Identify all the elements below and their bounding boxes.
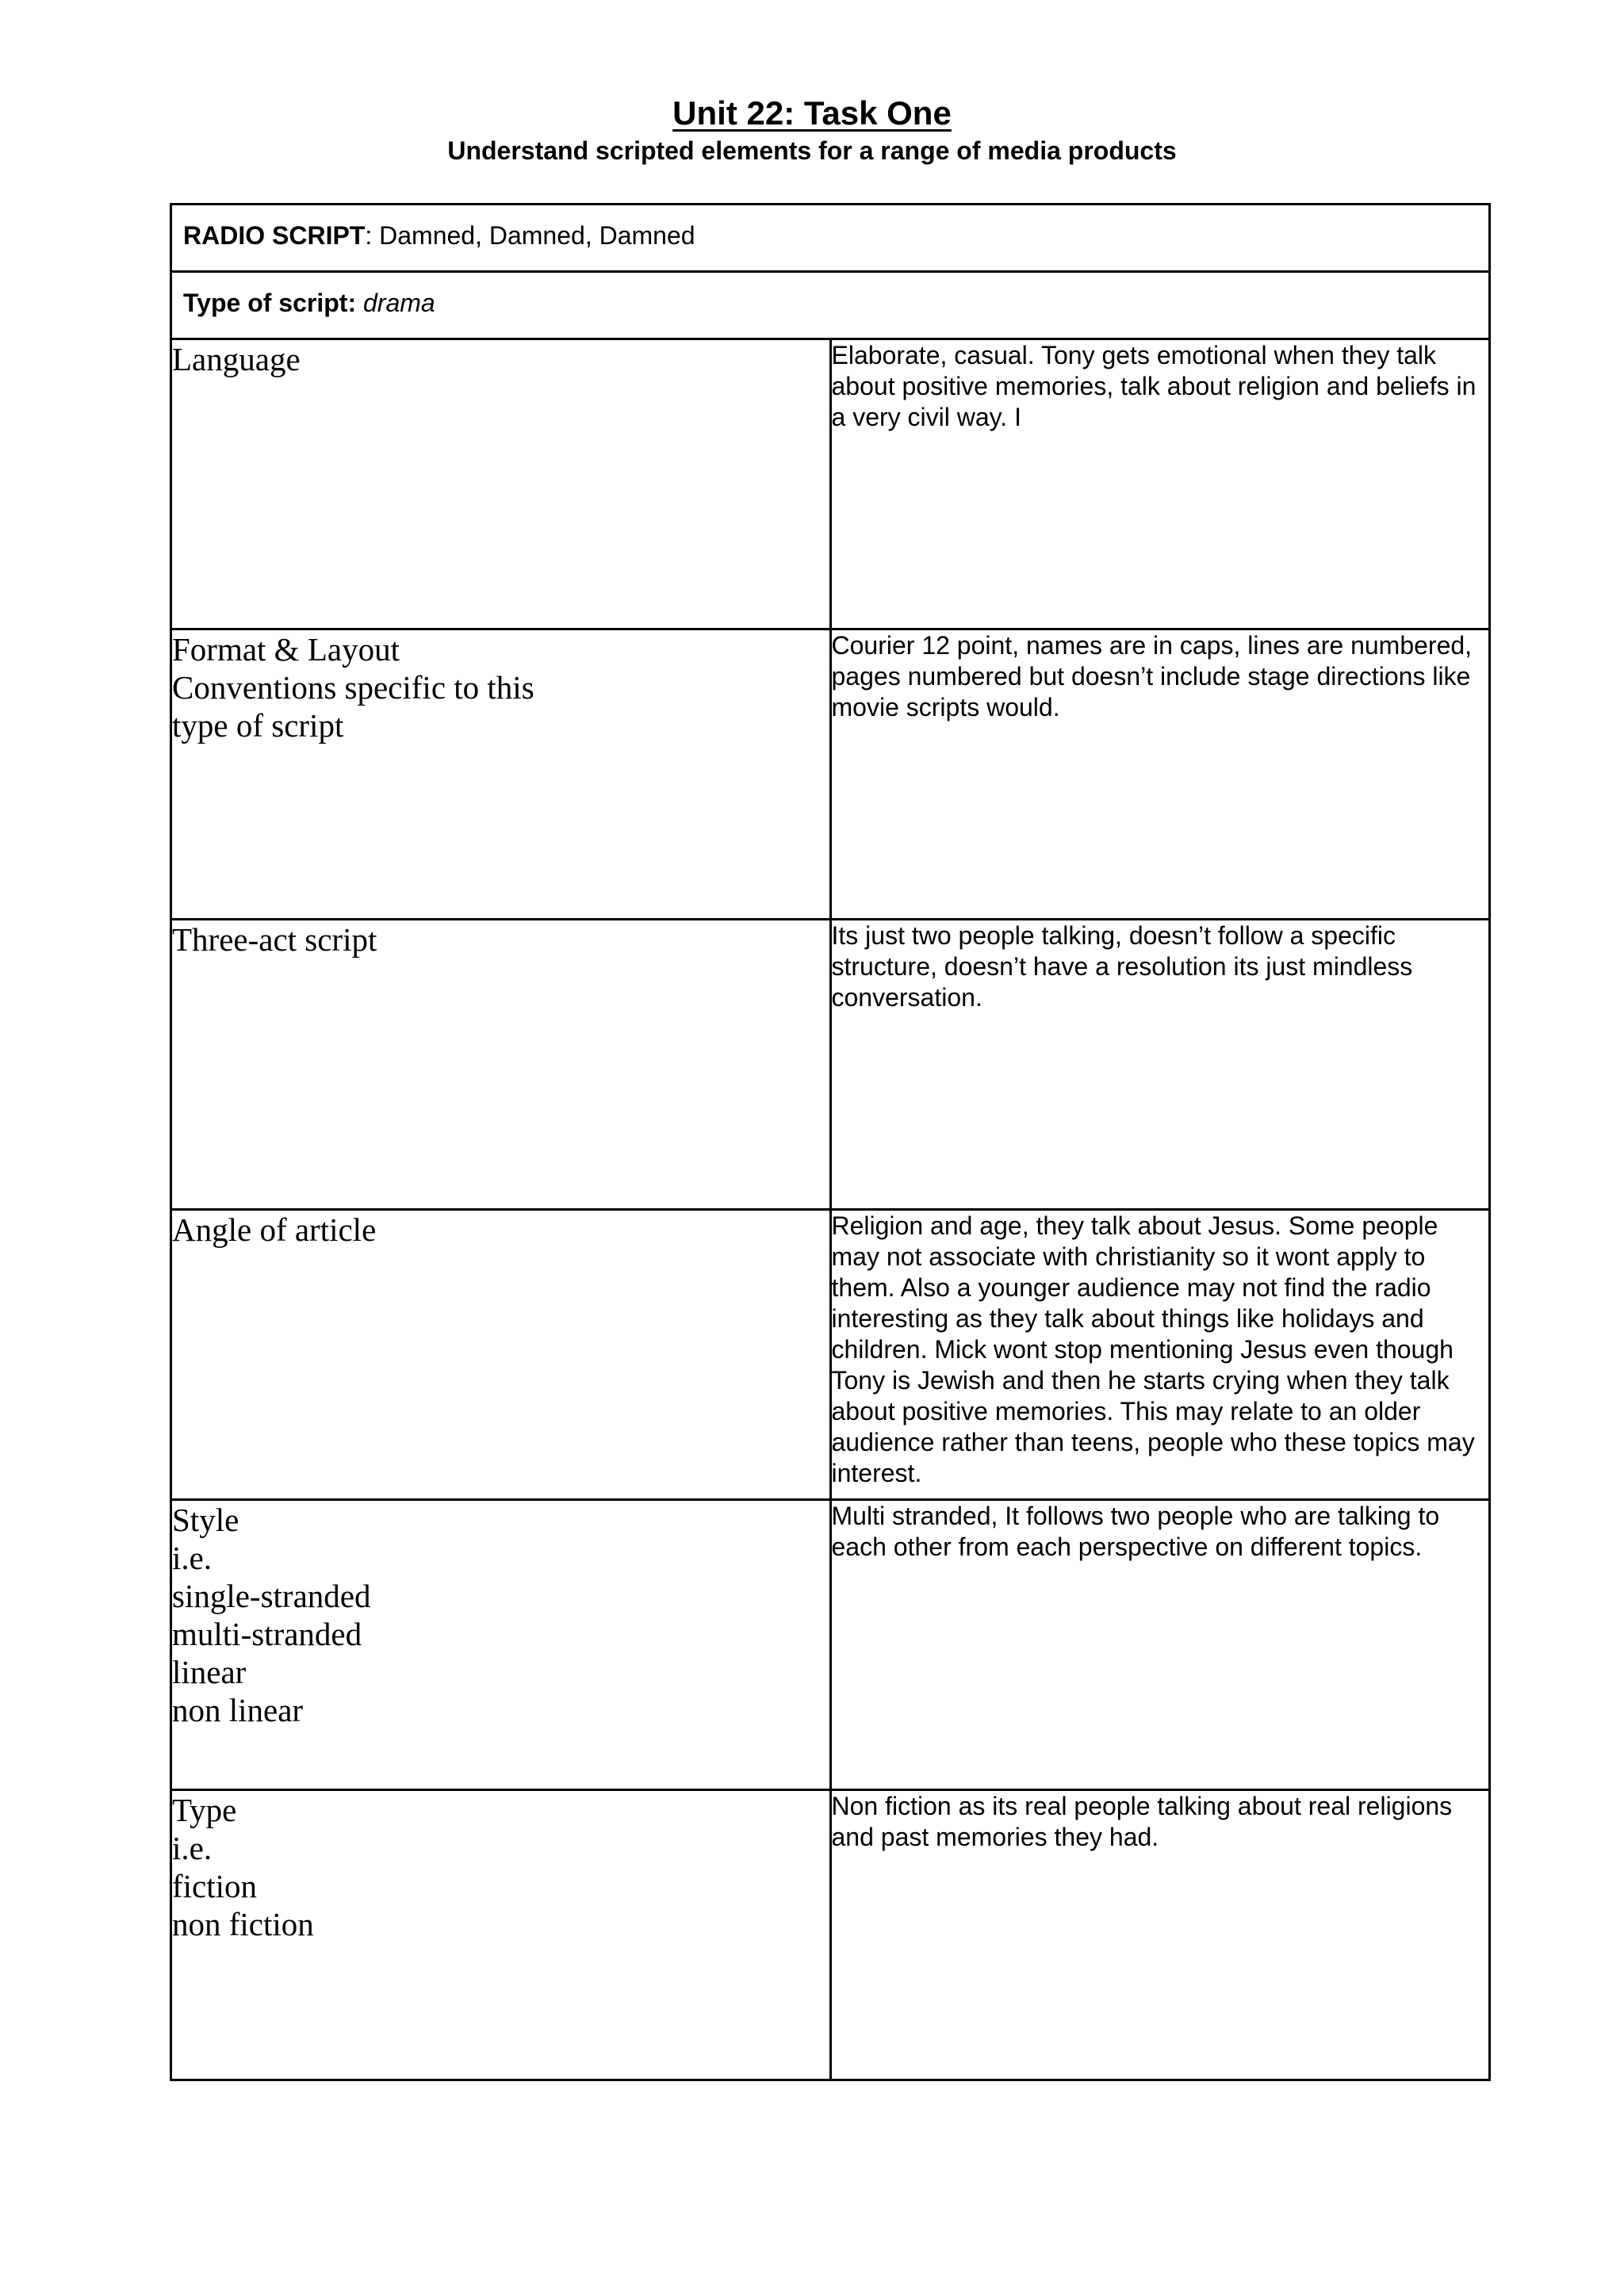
script-type-cell <box>171 272 1490 339</box>
radio-script-label: RADIO SCRIPT <box>183 221 366 250</box>
radio-script-row <box>171 205 1490 272</box>
criteria-label-cell <box>171 1500 831 1790</box>
criteria-label-line: Conventions specific to this <box>172 669 534 706</box>
script-type-value: drama <box>362 289 435 317</box>
criteria-label-cell <box>171 1210 831 1500</box>
criteria-label-cell <box>171 1790 831 2080</box>
criteria-label-cell <box>171 920 831 1210</box>
worksheet-table <box>170 203 1491 2081</box>
criteria-row-language <box>171 339 1490 629</box>
criteria-label-line: non linear <box>172 1692 304 1728</box>
criteria-label-line: single-stranded <box>172 1578 371 1614</box>
answer-text: Its just two people talking, doesn’t follow a specific structure, doesn’t have a resolution its just mindless conversation. <box>830 920 1490 1210</box>
criteria-label-line: fiction <box>172 1868 258 1904</box>
criteria-label-line: Format & Layout <box>172 631 400 668</box>
criteria-label-cell <box>171 339 831 629</box>
answer-text: Elaborate, casual. Tony gets emotional when they talk about positive memories, talk about religion and beliefs in a very civil way. I <box>830 339 1490 629</box>
page-title: Unit 22: Task One <box>672 94 952 132</box>
criteria-label-line: type of script <box>172 707 344 744</box>
answer-text: Courier 12 point, names are in caps, lines are numbered, pages numbered but doesn’t include stage directions like movie scripts would. <box>830 629 1490 920</box>
criteria-label-line: i.e. <box>172 1540 213 1576</box>
radio-script-cell <box>171 205 1490 272</box>
criteria-label-line: i.e. <box>172 1830 213 1866</box>
answer-text: Non fiction as its real people talking about real religions and past memories they had. <box>830 1790 1490 2080</box>
criteria-rows <box>171 339 1490 2080</box>
answer-text: Multi stranded, It follows two people who are talking to each other from each perspective on different topics. <box>830 1500 1490 1790</box>
criteria-row-angle-of-article <box>171 1210 1490 1500</box>
page-subtitle: Understand scripted elements for a range of media products <box>447 136 1177 165</box>
script-type-label: Type of script: <box>183 289 357 317</box>
criteria-label-line: multi-stranded <box>172 1616 362 1652</box>
criteria-label-line: Type <box>172 1792 237 1828</box>
criteria-label-line: linear <box>172 1654 247 1690</box>
criteria-row-format-layout <box>171 629 1490 920</box>
criteria-label-line: Language <box>172 341 301 377</box>
criteria-label-line: non fiction <box>172 1906 314 1942</box>
criteria-row-three-act-script <box>171 920 1490 1210</box>
radio-script-value: : Damned, Damned, Damned <box>365 221 695 250</box>
criteria-label-line: Style <box>172 1502 239 1538</box>
answer-text: Religion and age, they talk about Jesus. Some people may not associate with christianity so it wont apply to them. Also a younger audience may not find the radio interesting as they talk about things like holidays and children. Mick wont stop mentioning Jesus even though Tony is Jewish and then he starts crying when they talk about positive memories. This may relate to an older audience rather than teens, people who these topics may interest. <box>830 1210 1490 1500</box>
criteria-row-style <box>171 1500 1490 1790</box>
criteria-label-cell <box>171 629 831 920</box>
criteria-label-line: Three-act script <box>172 921 377 958</box>
script-type-row <box>171 272 1490 339</box>
criteria-label-line: Angle of article <box>172 1211 377 1248</box>
criteria-row-type <box>171 1790 1490 2080</box>
